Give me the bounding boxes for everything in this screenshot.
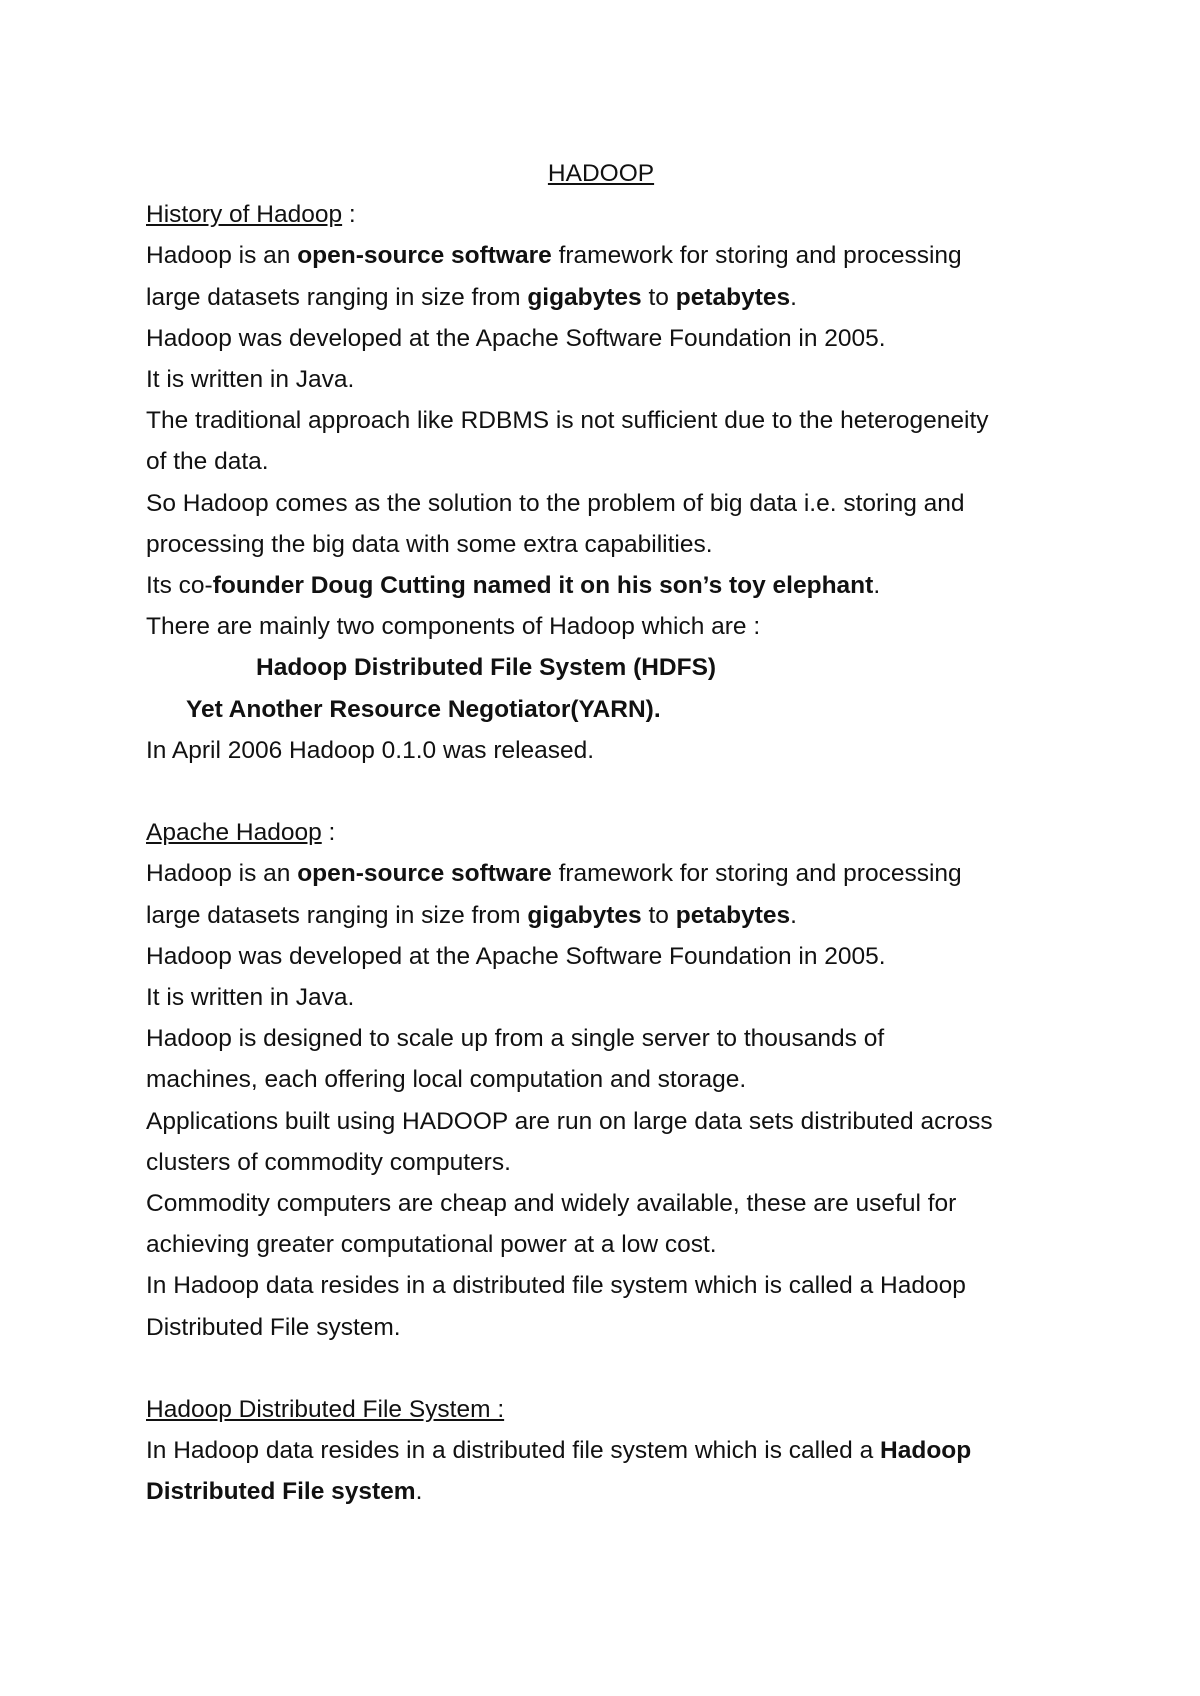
apache-line-2 bbox=[146, 895, 1076, 936]
apache-line-4: It is written in Java. bbox=[146, 984, 355, 1012]
text-segment: framework for storing and processing bbox=[551, 860, 962, 888]
history-heading-suffix: : bbox=[342, 201, 356, 229]
history-line-10: There are mainly two components of Hadoop which are : bbox=[146, 613, 761, 641]
component-yarn: Yet Another Resource Negotiator(YARN). bbox=[186, 695, 661, 723]
bold-term: petabytes bbox=[675, 283, 791, 311]
text-segment: . bbox=[790, 283, 797, 311]
apache-line-10: achieving greater computational power at a low cost. bbox=[146, 1231, 717, 1259]
text-segment: Hadoop is an bbox=[146, 860, 298, 888]
apache-heading-line bbox=[146, 812, 1076, 853]
bold-term: gigabytes bbox=[527, 283, 642, 311]
apache-line-11: In Hadoop data resides in a distributed file system which is called a Hadoop bbox=[146, 1272, 966, 1300]
hdfs-line-2 bbox=[146, 1471, 1076, 1512]
page-title: HADOOP bbox=[547, 160, 655, 187]
text-segment: . bbox=[415, 1478, 423, 1506]
history-line-1 bbox=[146, 235, 1076, 276]
apache-line-8: clusters of commodity computers. bbox=[146, 1148, 511, 1176]
text-segment: framework for storing and processing bbox=[551, 242, 962, 270]
history-heading: History of Hadoop bbox=[146, 201, 343, 229]
text-segment: large datasets ranging in size from bbox=[146, 901, 528, 929]
hdfs-heading: Hadoop Distributed File System : bbox=[146, 1396, 505, 1424]
apache-line-12: Distributed File system. bbox=[146, 1313, 401, 1341]
hdfs-line-1 bbox=[146, 1430, 1076, 1471]
text-segment: Hadoop is an bbox=[146, 242, 298, 270]
history-line-11: In April 2006 Hadoop 0.1.0 was released. bbox=[146, 736, 595, 764]
text-segment: large datasets ranging in size from bbox=[146, 283, 528, 311]
text-segment: Its co- bbox=[146, 572, 213, 600]
bold-term: open-source software bbox=[297, 242, 552, 270]
apache-heading: Apache Hadoop bbox=[146, 819, 322, 847]
history-line-7: So Hadoop comes as the solution to the problem of big data i.e. storing and bbox=[146, 489, 965, 517]
component-hdfs: Hadoop Distributed File System (HDFS) bbox=[256, 654, 717, 682]
apache-line-3: Hadoop was developed at the Apache Software Foundation in 2005. bbox=[146, 942, 886, 970]
section-spacer bbox=[146, 1348, 1076, 1389]
bold-term: Hadoop bbox=[880, 1437, 972, 1465]
history-line-3: Hadoop was developed at the Apache Software Foundation in 2005. bbox=[146, 324, 886, 352]
history-line-4: It is written in Java. bbox=[146, 366, 355, 394]
section-spacer bbox=[146, 771, 1076, 812]
document-page bbox=[146, 153, 1076, 1513]
apache-line-5: Hadoop is designed to scale up from a single server to thousands of bbox=[146, 1025, 885, 1053]
history-line-5: The traditional approach like RDBMS is not sufficient due to the heterogeneity bbox=[146, 407, 989, 435]
history-heading-line bbox=[146, 194, 1076, 235]
apache-line-6: machines, each offering local computation and storage. bbox=[146, 1066, 747, 1094]
bold-term: gigabytes bbox=[527, 901, 642, 929]
text-segment: to bbox=[641, 901, 676, 929]
apache-line-7: Applications built using HADOOP are run on large data sets distributed across bbox=[146, 1107, 993, 1135]
text-segment: to bbox=[641, 283, 676, 311]
history-line-6: of the data. bbox=[146, 448, 269, 476]
apache-line-1 bbox=[146, 853, 1076, 894]
apache-line-9: Commodity computers are cheap and widely available, these are useful for bbox=[146, 1190, 957, 1218]
text-segment: . bbox=[790, 901, 797, 929]
history-line-9 bbox=[146, 565, 1076, 606]
bold-term: petabytes bbox=[675, 901, 791, 929]
bold-term: open-source software bbox=[297, 860, 552, 888]
bold-term: founder Doug Cutting named it on his son’s toy elephant bbox=[212, 572, 874, 600]
apache-heading-suffix: : bbox=[321, 819, 336, 847]
text-segment: In Hadoop data resides in a distributed file system which is called a bbox=[146, 1437, 881, 1465]
text-segment: . bbox=[873, 572, 881, 600]
history-line-8: processing the big data with some extra capabilities. bbox=[146, 530, 713, 558]
bold-term: Distributed File system bbox=[146, 1478, 416, 1506]
history-line-2 bbox=[146, 277, 1076, 318]
